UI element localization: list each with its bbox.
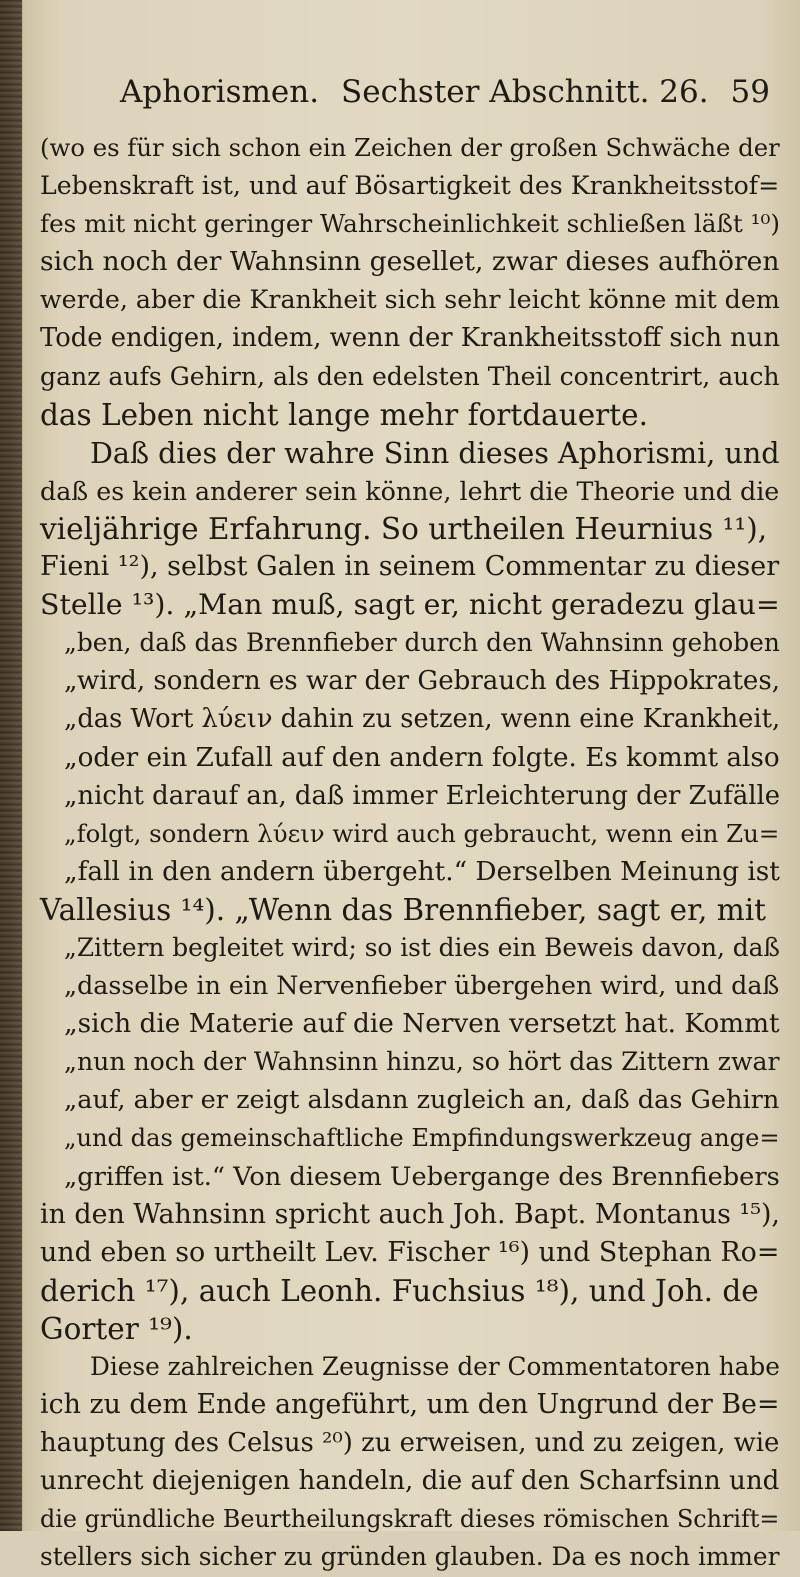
- text-line: „dasselbe in ein Nervenfieber übergehen wird, und daß: [64, 971, 780, 1001]
- text-line: werde, aber die Krankheit sich sehr leicht könne mit dem: [40, 285, 780, 315]
- text-line: vieljährige Erfahrung. So urtheilen Heurnius ¹¹),: [40, 511, 768, 546]
- body-text: [40, 129, 780, 1577]
- page-binding-edge: [0, 0, 22, 1531]
- text-line: „nun noch der Wahnsinn hinzu, so hört das Zittern zwar: [64, 1047, 780, 1077]
- text-line: „ben, daß das Brennfieber durch den Wahnsinn gehoben: [64, 628, 780, 658]
- text-line: „oder ein Zufall auf den andern folgte. Es kommt also: [64, 742, 780, 773]
- text-line: „nicht darauf an, daß immer Erleichterung der Zufälle: [64, 780, 781, 811]
- text-line: „folgt, sondern λύειν wird auch gebraucht, wenn ein Zu=: [64, 818, 780, 848]
- page-number: 59: [730, 74, 770, 110]
- header-title: Aphorismen.: [120, 74, 320, 110]
- text-line: Gorter ¹⁹).: [40, 1311, 193, 1346]
- running-header: [120, 74, 770, 124]
- text-line: ganz aufs Gehirn, als den edelsten Theil concentrirt, auch: [40, 361, 780, 391]
- text-line: „das Wort λύειν dahin zu setzen, wenn eine Krankheit,: [64, 704, 781, 735]
- text-line: fes mit nicht geringer Wahrscheinlichkeit schließen läßt ¹⁰): [40, 209, 780, 239]
- text-line: stellers sich sicher zu gründen glauben. Da es noch immer: [40, 1542, 780, 1572]
- text-line: Lebenskraft ist, und auf Bösartigkeit des Krankheitsstof=: [40, 171, 780, 201]
- text-line: und eben so urtheilt Lev. Fischer ¹⁶) und Stephan Ro=: [40, 1236, 780, 1268]
- text-line: die gründliche Beurtheilungskraft dieses römischen Schrift=: [40, 1505, 780, 1534]
- header-section: Sechster Abschnitt. 26.: [341, 74, 709, 110]
- text-line: (wo es für sich schon ein Zeichen der großen Schwäche der: [40, 133, 780, 162]
- text-line: das Leben nicht lange mehr fortdauerte.: [40, 397, 648, 432]
- text-line: hauptung des Celsus ²⁰) zu erweisen, und zu zeigen, wie: [40, 1428, 780, 1459]
- text-line: „auf, aber er zeigt alsdann zugleich an, daß das Gehirn: [64, 1085, 780, 1116]
- text-line: unrecht diejenigen handeln, die auf den Scharfsinn und: [40, 1466, 780, 1497]
- text-line: „sich die Materie auf die Nerven versetzt hat. Kommt: [64, 1009, 780, 1040]
- text-line: Vallesius ¹⁴). „Wenn das Brennfieber, sagt er, mit: [40, 892, 766, 927]
- text-line: Diese zahlreichen Zeugnisse der Commentatoren habe: [90, 1352, 780, 1381]
- text-line: Stelle ¹³). „Man muß, sagt er, nicht geradezu glau=: [40, 588, 780, 622]
- text-line: „griffen ist.“ Von diesem Uebergange des Brennfiebers: [64, 1161, 780, 1192]
- text-line: sich noch der Wahnsinn gesellet, zwar dieses aufhören: [40, 246, 780, 278]
- text-line: „fall in den andern übergeht.“ Derselben Meinung ist: [64, 856, 780, 887]
- text-line: ich zu dem Ende angeführt, um den Ungrund der Be=: [40, 1389, 780, 1421]
- text-line: in den Wahnsinn spricht auch Joh. Bapt. Montanus ¹⁵),: [40, 1198, 780, 1230]
- text-line: Tode endigen, indem, wenn der Krankheitsstoff sich nun: [40, 323, 780, 354]
- text-line: derich ¹⁷), auch Leonh. Fuchsius ¹⁸), und Joh. de: [40, 1273, 759, 1308]
- text-line: „Zittern begleitet wird; so ist dies ein Beweis davon, daß: [64, 932, 780, 962]
- text-line: Fieni ¹²), selbst Galen in seinem Commentar zu dieser: [40, 551, 780, 583]
- text-line: daß es kein anderer sein könne, lehrt die Theorie und die: [40, 475, 780, 506]
- text-line: „wird, sondern es war der Gebrauch des Hippokrates,: [64, 666, 781, 697]
- text-line: „und das gemeinschaftliche Empfindungswerkzeug ange=: [64, 1124, 780, 1153]
- text-line: Daß dies der wahre Sinn dieses Aphorismi, und: [90, 435, 780, 470]
